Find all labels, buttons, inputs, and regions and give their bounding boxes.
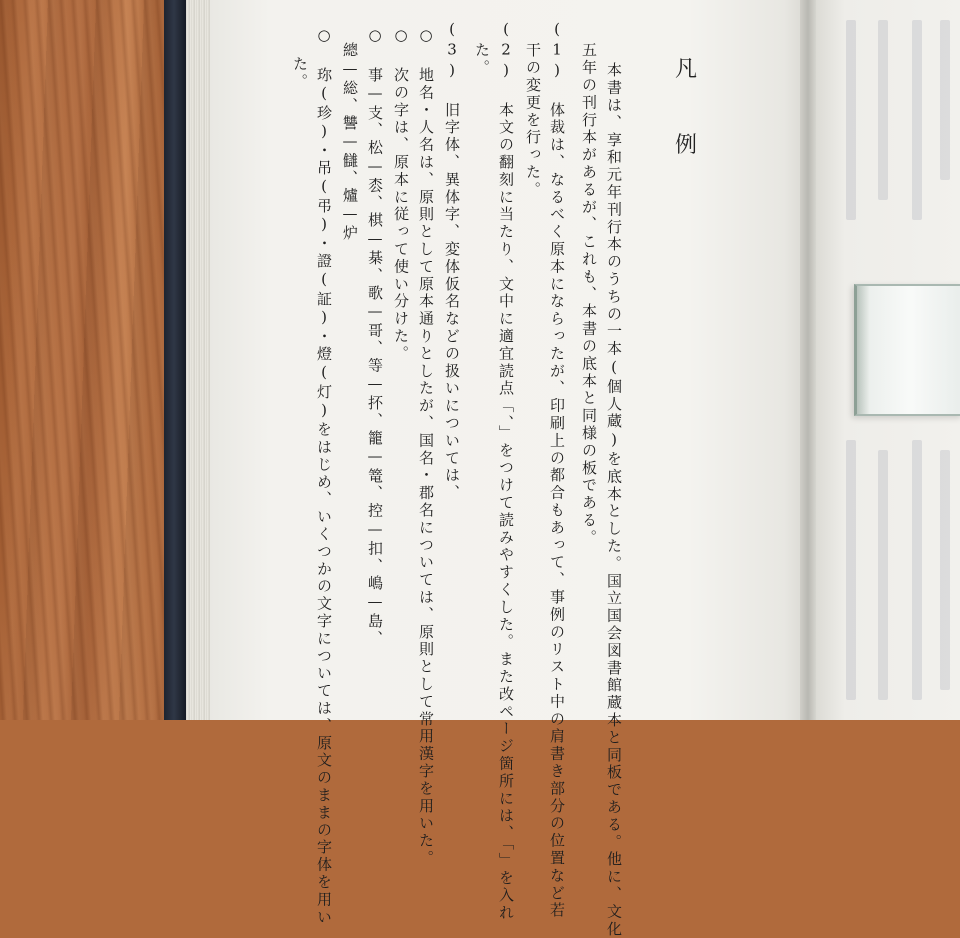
text-column-7: (3) 旧字体、異体字、変体仮名などの扱いについては、	[443, 20, 461, 502]
text-column-12: ○ 珎(珍)・吊(弔)・證(証)・燈(灯)をはじめ、いくつかの文字については、原文のままの字体を用い	[315, 26, 333, 926]
text-column-13: た。	[291, 56, 309, 91]
show-through-text	[878, 20, 888, 200]
heading-char-2: 例	[675, 133, 698, 158]
book-cover-edge	[164, 0, 186, 720]
book-gutter	[800, 0, 816, 720]
heading-char-1: 凡	[675, 57, 698, 82]
text-column-5: (2) 本文の翻刻に当たり、文中に適宜読点「、」をつけて読みやすくした。また改ページ箇所には、「」を入れ	[497, 20, 515, 922]
text-column-3: (1) 体裁は、なるべく原本にならったが、印刷上の都合もあって、事例のリスト中の肩書き部分の位置など若	[548, 20, 566, 920]
show-through-text	[912, 20, 922, 220]
show-through-text	[912, 440, 922, 700]
text-column-9: ○ 次の字は、原本に従って使い分けた。	[392, 26, 410, 363]
wooden-table	[0, 0, 175, 720]
text-column-6: た。	[473, 42, 491, 77]
text-column-1: 本書は、享和元年刊行本のうちの一本(個人蔵)を底本とした。国立国会図書館蔵本と同板である。他に、文化	[605, 62, 623, 938]
book-page	[210, 0, 808, 938]
text-column-8: ○ 地名・人名は、原則として原本通りとしたが、国名・郡名については、原則として常用漢字を用いた。	[417, 26, 435, 868]
show-through-text	[846, 20, 856, 220]
glass-paperweight	[854, 284, 960, 416]
show-through-text	[846, 440, 856, 700]
text-column-10: ○ 事—支、松—枩、棋—棊、歌—哥、等—抔、籠—篭、控—扣、嶋—島、	[366, 26, 384, 648]
text-column-11: 總—総、讐—讎、爐—炉	[341, 42, 359, 243]
text-column-2: 五年の刊行本があるが、これも、本書の底本と同様の板である。	[580, 42, 598, 547]
text-column-4: 干の変更を行った。	[524, 42, 542, 199]
show-through-text	[878, 450, 888, 700]
page-edges	[186, 0, 210, 720]
show-through-text	[940, 20, 950, 180]
show-through-text	[940, 450, 950, 690]
